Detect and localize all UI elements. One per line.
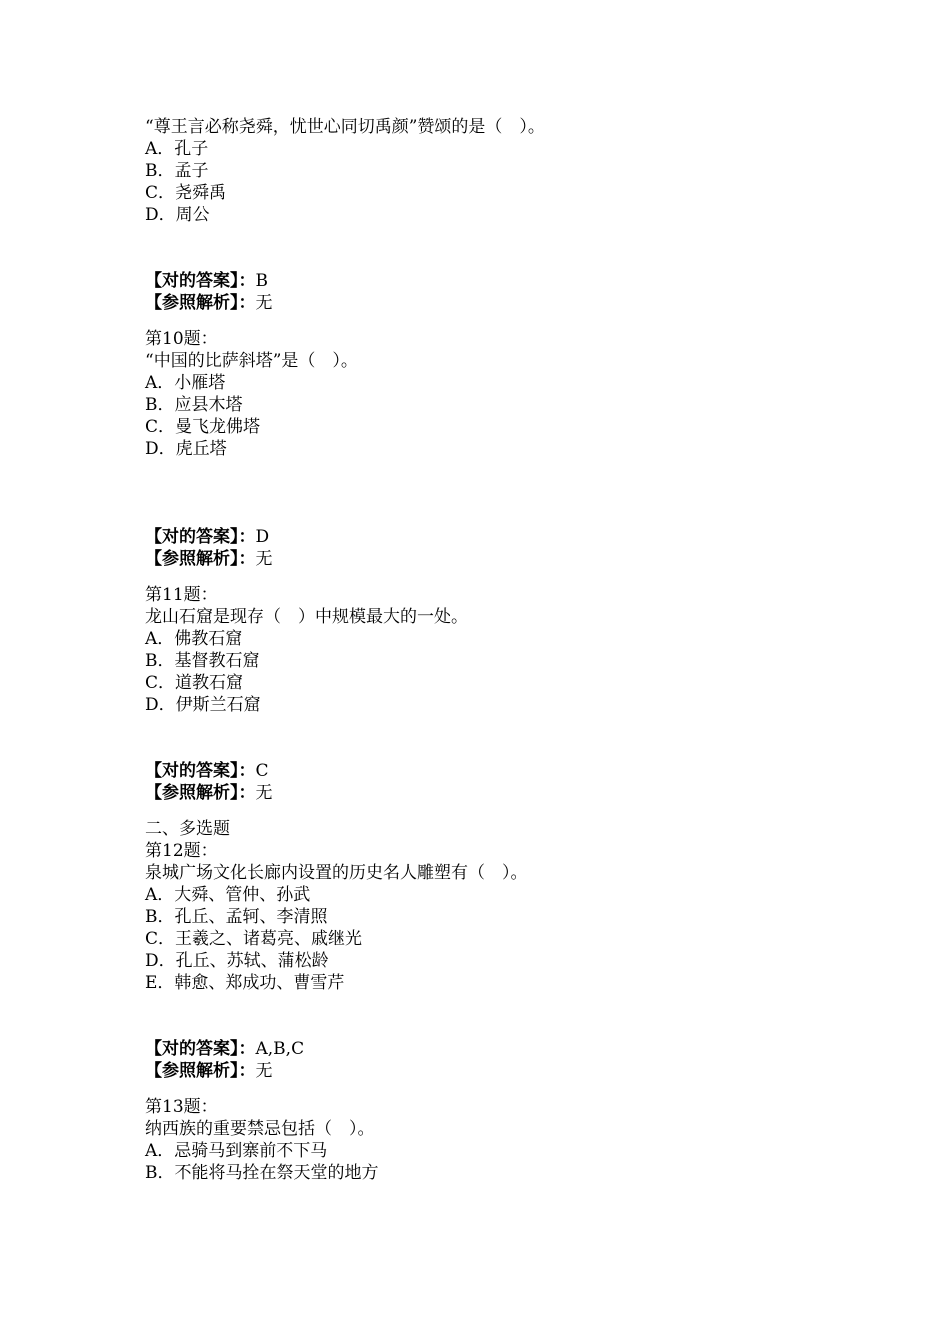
answer-label: 【对的答案】： <box>145 761 256 781</box>
analysis-label: 【参照解析】： <box>145 549 256 569</box>
q9-answer <box>145 270 845 292</box>
answer-label: 【对的答案】： <box>145 271 256 291</box>
q12-analysis <box>145 1060 845 1082</box>
answer-value: C <box>255 761 269 781</box>
q10-analysis <box>145 548 845 570</box>
analysis-value: 无 <box>255 1061 273 1081</box>
q11-option-b: B．基督教石窟 <box>145 651 260 671</box>
q12-stem: 泉城广场文化长廊内设置的历史名人雕塑有（ ）。 <box>145 863 528 883</box>
q10-option-a: A．小雁塔 <box>145 373 226 393</box>
analysis-label: 【参照解析】： <box>145 1061 256 1081</box>
q9-option-c: C．尧舜禹 <box>145 183 227 203</box>
answer-value: D <box>255 527 270 547</box>
q12-option-b: B．孔丘、孟轲、李清照 <box>145 907 328 927</box>
q10-option-d: D．虎丘塔 <box>145 439 227 459</box>
q12-answer <box>145 1038 845 1060</box>
answer-label: 【对的答案】： <box>145 527 256 547</box>
document-page <box>145 116 845 1184</box>
q11-option-d: D．伊斯兰石窟 <box>145 695 261 715</box>
q12-option-a: A．大舜、管仲、孙武 <box>145 885 311 905</box>
analysis-label: 【参照解析】： <box>145 783 256 803</box>
q10-answer <box>145 526 845 548</box>
q13-option-b: B．不能将马拴在祭天堂的地方 <box>145 1163 379 1183</box>
q10-option-c: C．曼飞龙佛塔 <box>145 417 261 437</box>
q11-option-c: C．道教石窟 <box>145 673 244 693</box>
q12-option-d: D．孔丘、苏轼、蒲松龄 <box>145 951 329 971</box>
q12-option-e: E．韩愈、郑成功、曹雪芹 <box>145 973 345 993</box>
answer-value: B <box>255 271 268 291</box>
q12-number: 第12题： <box>145 841 218 861</box>
q10-number: 第10题： <box>145 329 218 349</box>
q10-stem: “中国的比萨斜塔”是（ ）。 <box>145 351 358 371</box>
q9-option-a: A．孔子 <box>145 139 209 159</box>
q9-option-d: D．周公 <box>145 205 210 225</box>
section-title: 二、多选题 <box>145 819 230 839</box>
analysis-value: 无 <box>255 549 273 569</box>
q13-number: 第13题： <box>145 1097 218 1117</box>
analysis-label: 【参照解析】： <box>145 293 256 313</box>
q11-analysis <box>145 782 845 804</box>
q11-stem: 龙山石窟是现存（ ）中规模最大的一处。 <box>145 607 468 627</box>
answer-label: 【对的答案】： <box>145 1039 256 1059</box>
q11-option-a: A．佛教石窟 <box>145 629 243 649</box>
analysis-value: 无 <box>255 783 273 803</box>
q9-analysis <box>145 292 845 314</box>
analysis-value: 无 <box>255 293 273 313</box>
q13-stem: 纳西族的重要禁忌包括（ ）。 <box>145 1119 375 1139</box>
q10-option-b: B．应县木塔 <box>145 395 243 415</box>
q13-option-a: A．忌骑马到寨前不下马 <box>145 1141 328 1161</box>
answer-value: A,B,C <box>255 1039 305 1059</box>
q11-number: 第11题： <box>145 585 218 605</box>
q9-option-b: B．孟子 <box>145 161 209 181</box>
q9-stem: “尊王言必称尧舜，忧世心同切禹颜”赞颂的是（ ）。 <box>145 117 545 137</box>
q11-answer <box>145 760 845 782</box>
q12-option-c: C．王羲之、诸葛亮、戚继光 <box>145 929 363 949</box>
